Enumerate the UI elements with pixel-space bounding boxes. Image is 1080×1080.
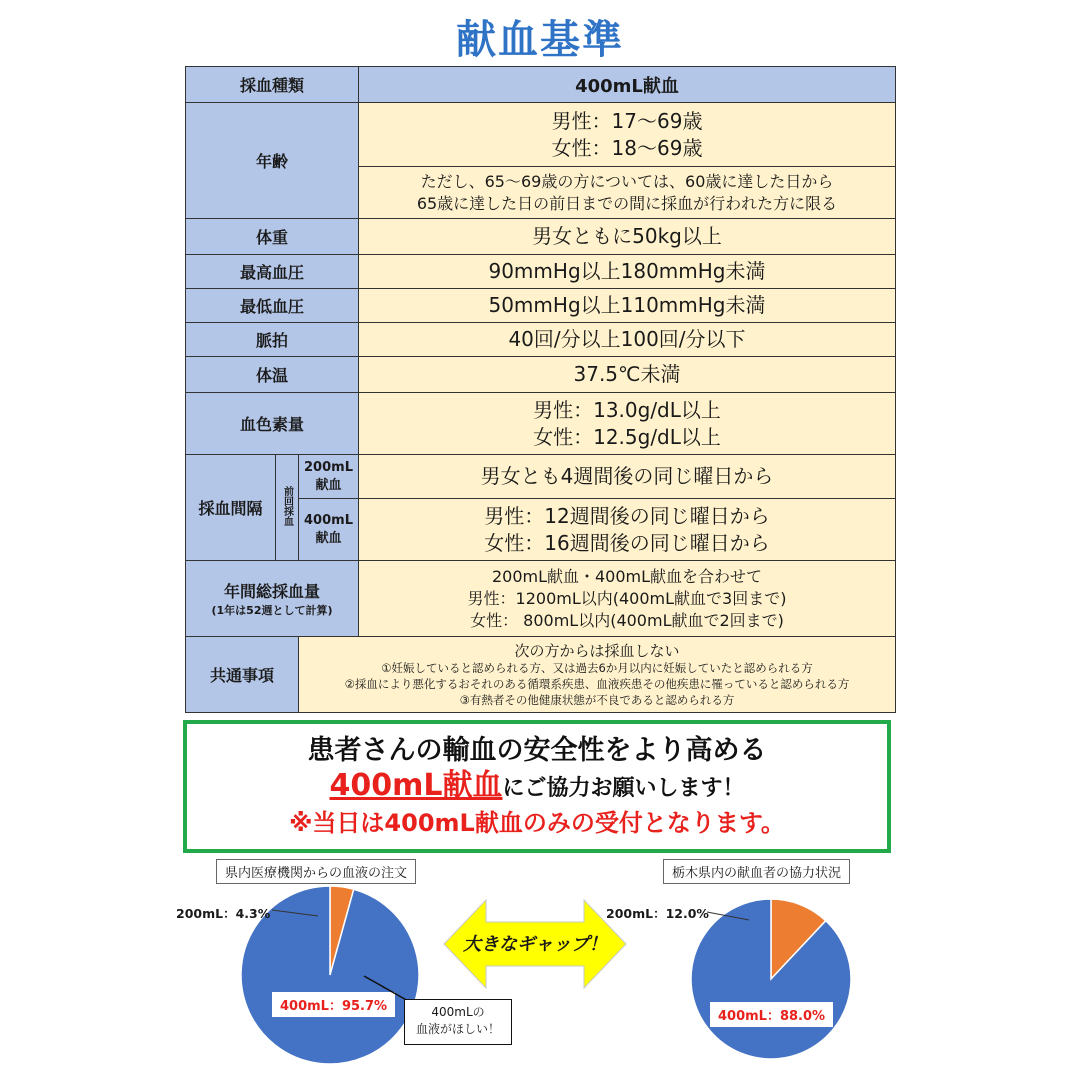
weight-label: 体重 bbox=[186, 219, 359, 255]
criteria-table bbox=[185, 66, 896, 713]
chart2-leader-200 bbox=[705, 902, 765, 932]
notice-box bbox=[183, 720, 891, 853]
age-note-line1: ただし、65〜69歳の方については、60歳に達した日から bbox=[420, 171, 834, 191]
interval-prev-label bbox=[276, 455, 299, 561]
interval-200-label-line1: 200mL bbox=[304, 459, 353, 475]
age-note bbox=[359, 167, 896, 219]
weight-value: 男女ともに50kg以上 bbox=[359, 219, 896, 255]
annual-line1: 200mL献血・400mL献血を合わせて bbox=[491, 566, 763, 586]
common-item-1: ①妊娠していると認められる方、又は過去6か月以内に妊娠していたと認められる方 bbox=[381, 660, 813, 675]
age-male: 男性：17〜69歳 bbox=[551, 108, 703, 133]
notice-line1: 患者さんの輸血の安全性をより高める bbox=[307, 735, 767, 766]
common-value bbox=[299, 637, 896, 713]
age-label: 年齢 bbox=[186, 103, 359, 219]
hemoglobin-value bbox=[359, 393, 896, 455]
chart2-label-200: 200mL：12.0% bbox=[606, 906, 709, 921]
age-note-line2: 65歳に達した日の前日までの間に採血が行われた方に限る bbox=[416, 193, 838, 213]
annual-label bbox=[186, 561, 359, 637]
temp-value: 37.5℃未満 bbox=[359, 357, 896, 393]
temp-label: 体温 bbox=[186, 357, 359, 393]
chart1-speech-bubble bbox=[404, 999, 512, 1045]
interval-400-label-line1: 400mL bbox=[304, 512, 353, 528]
age-female: 女性：18〜69歳 bbox=[551, 135, 703, 160]
notice-line2-rest: にご協力お願いします！ bbox=[502, 776, 745, 801]
bubble-line1: 400mLの bbox=[431, 1005, 485, 1019]
age-value bbox=[359, 103, 896, 167]
gap-label: 大きなギャップ！ bbox=[463, 934, 607, 955]
notice-line3: ※当日は400mL献血のみの受付となります。 bbox=[289, 809, 785, 837]
chart1-leader-line bbox=[272, 910, 318, 916]
hemoglobin-female: 女性：12.5g/dL以上 bbox=[533, 424, 721, 449]
chart2-leader-line bbox=[707, 912, 749, 920]
chart2-label-400: 400mL：88.0% bbox=[710, 1002, 833, 1027]
max-bp-value: 90mmHg以上180mmHg未満 bbox=[359, 255, 896, 289]
annual-line2: 男性：1200mL以内(400mL献血で3回まで) bbox=[467, 588, 787, 608]
annual-label-note: (1年は52週として計算) bbox=[211, 604, 333, 617]
hemoglobin-male: 男性：13.0g/dL以上 bbox=[533, 397, 721, 422]
chart1-leader-200 bbox=[270, 900, 330, 930]
annual-label-main: 年間総採血量 bbox=[223, 582, 320, 601]
page-title: 献血基準 bbox=[456, 17, 624, 63]
min-bp-label: 最低血圧 bbox=[186, 289, 359, 323]
chart1-label-400: 400mL：95.7% bbox=[272, 992, 395, 1017]
annual-value bbox=[359, 561, 896, 637]
max-bp-label: 最高血圧 bbox=[186, 255, 359, 289]
chart2-title: 栃木県内の献血者の協力状況 bbox=[663, 859, 850, 884]
interval-200-label-line2: 献血 bbox=[315, 477, 342, 493]
pulse-value: 40回/分以上100回/分以下 bbox=[359, 323, 896, 357]
interval-400-label bbox=[299, 499, 359, 561]
min-bp-value: 50mmHg以上110mmHg未満 bbox=[359, 289, 896, 323]
interval-400-male: 男性：12週間後の同じ曜日から bbox=[484, 503, 770, 528]
hemoglobin-label: 血色素量 bbox=[186, 393, 359, 455]
bubble-line2: 血液がほしい！ bbox=[415, 1022, 500, 1036]
pulse-label: 脈拍 bbox=[186, 323, 359, 357]
common-item-3: ③有熱者その他健康状態が不良であると認められる方 bbox=[459, 692, 735, 707]
header-type-value: 400mL献血 bbox=[359, 67, 896, 103]
common-item-2: ②採血により悪化するおそれのある循環系疾患、血液疾患その他疾患に罹っていると認められる方 bbox=[344, 676, 850, 691]
interval-label: 採血間隔 bbox=[186, 455, 276, 561]
notice-highlight: 400mL献血 bbox=[329, 768, 503, 803]
interval-200-value: 男女とも4週間後の同じ曜日から bbox=[359, 455, 896, 499]
chart1-label-200: 200mL：4.3% bbox=[176, 906, 271, 921]
interval-400-label-line2: 献血 bbox=[315, 530, 342, 546]
notice-line2 bbox=[187, 768, 887, 807]
interval-200-label bbox=[299, 455, 359, 499]
interval-400-female: 女性：16週間後の同じ曜日から bbox=[484, 530, 770, 555]
interval-400-value bbox=[359, 499, 896, 561]
chart1-title: 県内医療機関からの血液の注文 bbox=[216, 859, 416, 884]
interval-prev-text: 前回採血 bbox=[281, 486, 293, 526]
header-type-label: 採血種類 bbox=[186, 67, 359, 103]
common-label: 共通事項 bbox=[186, 637, 299, 713]
common-head: 次の方からは採血しない bbox=[514, 641, 680, 660]
annual-line3: 女性： 800mL以内(400mL献血で2回まで) bbox=[470, 610, 784, 630]
